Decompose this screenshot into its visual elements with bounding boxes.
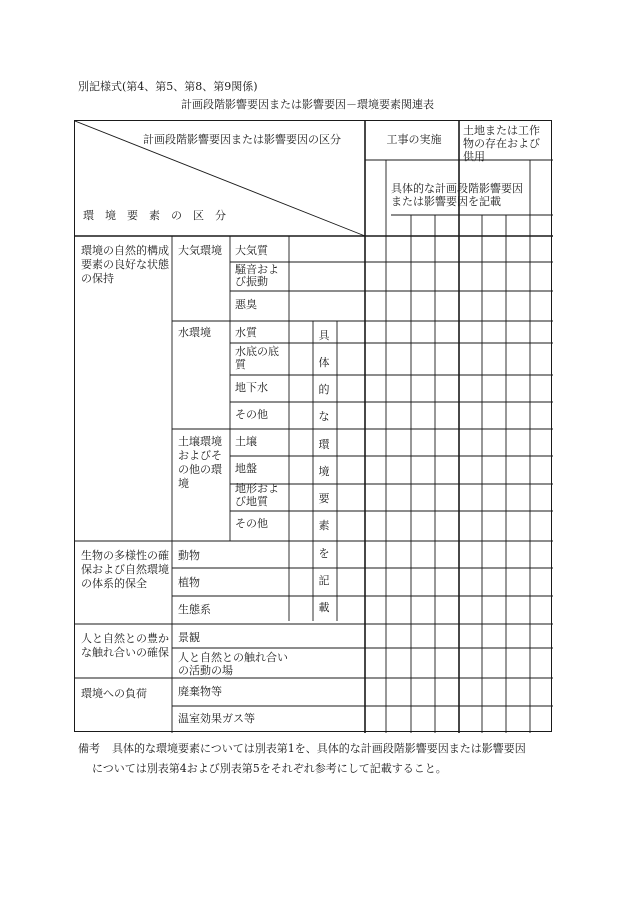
vertical-note-char: 素 bbox=[318, 519, 330, 532]
footnote-line1: 具体的な環境要素については別表第1を、具体的な計画段階影響要因または影響要因 bbox=[112, 742, 526, 755]
vertical-note-char: 記 bbox=[318, 574, 330, 587]
footnote-label: 備考 bbox=[78, 742, 100, 755]
group-atmosphere: 大気環境 bbox=[178, 244, 222, 257]
corner-bottom-label: 環 境 要 素 の 区 分 bbox=[83, 209, 226, 222]
category-human-nature: 人と自然との豊かな触れ合いの確保 bbox=[81, 632, 169, 659]
item-topography-geology: 地形および地質 bbox=[235, 482, 279, 508]
col-note: 具体的な計画段階影響要因または影響要因を記載 bbox=[391, 182, 523, 208]
item-noise-vibration: 騒音および振動 bbox=[235, 263, 279, 288]
col-group-existence-use: 土地または工作物の存在および供用 bbox=[463, 124, 540, 163]
corner-top-label: 計画段階影響要因または影響要因の区分 bbox=[143, 133, 341, 146]
vertical-note-char: 境 bbox=[318, 465, 330, 478]
item-nature-contact-place: 人と自然との触れ合いの活動の場 bbox=[178, 651, 288, 677]
item-waste: 廃棄物等 bbox=[178, 685, 222, 698]
item-groundwater: 地下水 bbox=[235, 381, 268, 394]
category-natural-components: 環境の自然的構成要素の良好な状態の保持 bbox=[81, 244, 169, 285]
item-landscape: 景観 bbox=[178, 631, 200, 644]
item-ecosystem: 生態系 bbox=[178, 603, 211, 616]
item-soil-other: その他 bbox=[235, 517, 268, 530]
item-ground: 地盤 bbox=[235, 462, 257, 475]
category-env-load: 環境への負荷 bbox=[81, 687, 147, 700]
item-soil: 土壌 bbox=[235, 435, 257, 448]
item-air-quality: 大気質 bbox=[235, 244, 268, 257]
vertical-note-char: な bbox=[318, 410, 330, 423]
item-water-quality: 水質 bbox=[235, 326, 257, 339]
col-group-construction: 工事の実施 bbox=[386, 133, 442, 146]
vertical-note-char: 載 bbox=[318, 601, 330, 614]
footnote-line2: については別表第4および別表第5をそれぞれ参考にして記載すること。 bbox=[92, 762, 447, 775]
group-water: 水環境 bbox=[178, 326, 211, 339]
vertical-note-char: を bbox=[318, 547, 330, 560]
vertical-note-char: 的 bbox=[318, 383, 330, 396]
item-animals: 動物 bbox=[178, 549, 200, 562]
form-reference: 別記様式(第4、第5、第8、第9関係) bbox=[78, 80, 258, 93]
vertical-note-char: 要 bbox=[318, 492, 330, 505]
group-soil-other: 土壌環境およびその他の環境 bbox=[178, 435, 222, 490]
vertical-note bbox=[313, 327, 335, 623]
item-water-other: その他 bbox=[235, 408, 268, 421]
relation-table bbox=[74, 120, 552, 732]
item-odor: 悪臭 bbox=[235, 298, 257, 311]
item-plants: 植物 bbox=[178, 576, 200, 589]
vertical-note-char: 体 bbox=[318, 356, 330, 369]
item-bottom-sediment: 水底の底質 bbox=[235, 345, 279, 371]
item-ghg: 温室効果ガス等 bbox=[178, 712, 255, 725]
vertical-note-char: 具 bbox=[318, 329, 330, 342]
category-biodiversity: 生物の多様性の確保および自然環境の体系的保全 bbox=[81, 549, 169, 590]
vertical-note-char: 環 bbox=[318, 438, 330, 451]
table-title: 計画段階影響要因または影響要因－環境要素関連表 bbox=[181, 98, 434, 111]
